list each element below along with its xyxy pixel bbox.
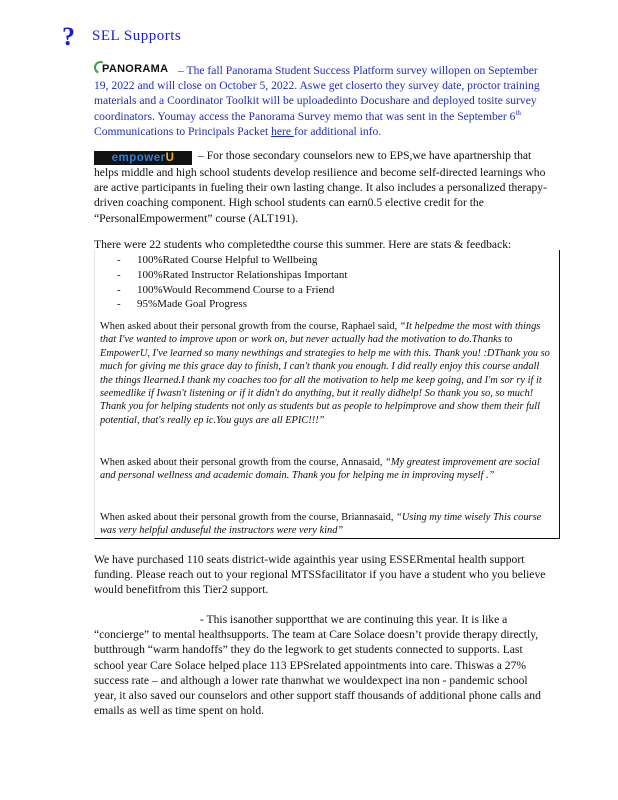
panorama-text-after: Communications to Principals Packet — [94, 124, 272, 138]
panorama-text: – The fall Panorama Student Success Platform survey willopen on September 19, 2022 and will close on October 5, 2022. Aswe get closerto they survey date, proctor training materials and a Coordinator Toolkit will be uploadedinto Docushare and deployed tosite survey coordinators. Youmay access the Panorama Survey memo that was sent in the September 6 — [94, 64, 540, 123]
quote-lead: When asked about their personal growth from the course, Briannasaid, — [100, 512, 397, 523]
stats-intro: There were 22 students who completedthe course this summer. Here are stats & feedback: — [94, 238, 512, 251]
quote-lead: When asked about their personal growth from the course, Raphael said, — [100, 321, 400, 332]
empoweru-text: – For those secondary counselors new to EPS,we have apartnership that helps middle and high school students develop resilience and become self-directed learnings who are active participants in fueling their own lasting change. It also includes a personalized therapy-driven coaching component. High school students can earn0.5 elective credit for the “PersonalEmpowerment” course (ALT191). — [94, 149, 547, 225]
care-solace-paragraph — [94, 612, 552, 718]
stats-list — [117, 253, 347, 312]
quote-text: “It helpedme the most with things that I've wanted to improve upon or work on, but never actually had the motivation to do.Thanks to EmpowerU, I've learned so many newthings and strategies to help me with this. Thank you! :DThank you so much for giving me this grace day to finish, I can't thank you enough. I did really enjoy this course andall the things Ilearned.I thank my coaches too for all the motivation to help me keep going, and I'm sor ry if it seemedlike if Iwasn't listening or if it didn't do anything, but it really didhelp! So thank you so, so much! Thank you for helping students not only as students but as people to helpimprove and show them their full potential, that's really ep ic.You guys are all EPIC!!!” — [100, 321, 550, 426]
quote-brianna — [100, 511, 554, 538]
quote-raphael — [100, 320, 554, 427]
empoweru-logo-main: empower — [111, 152, 166, 164]
list-item: - 100%Rated Course Helpful to Wellbeing — [117, 253, 347, 268]
quote-lead: When asked about their personal growth from the course, Annasaid, — [100, 457, 386, 468]
esser-paragraph: We have purchased 110 seats district-wide againthis year using ESSERmental health support funding. Please reach out to your regional MTSSfacilitator if you have a student who you believe would benefitfrom this Tier2 support. — [94, 553, 546, 597]
care-solace-text: - This isanother supportthat we are continuing this year. It is like a “concierge” to mental healthsupports. The team at Care Solace doesn’t provide therapy directly, butthrough “warm handoffs” they do the legwork to get students connected to supports. Last school year Care Solace helped place 113 EPSrelated appointments into care. Thiswas a 27% success rate – and although a lower rate thanwhat we wouldexpect ina non - pandemic school year, it also saved our counselors and other support staff thousands of additional phone calls and emails as well as time spent on hold. — [94, 613, 541, 718]
panorama-logo — [94, 62, 172, 75]
list-item: - 100%Rated Instructor Relationshipas Important — [117, 268, 347, 283]
empoweru-logo — [94, 151, 192, 165]
list-item: - 95%Made Goal Progress — [117, 297, 347, 312]
section-title: SEL Supports — [92, 28, 182, 44]
panorama-paragraph — [94, 62, 550, 139]
panorama-here-link[interactable]: here — [271, 124, 294, 138]
quote-anna — [100, 456, 554, 483]
panorama-text-end: for additional info. — [293, 124, 382, 138]
question-mark-icon: ? — [62, 22, 75, 51]
quote-text: “My greatest improvement are social and personal wellness and academic domain. Thank you for helping me in improving myself .” — [100, 457, 540, 482]
panorama-logo-text: PANORAMA — [102, 63, 169, 75]
panorama-sup: th — [515, 108, 521, 117]
list-item: - 100%Would Recommend Course to a Friend — [117, 283, 347, 298]
quote-text: “Using my time wisely This course was very helpful anduseful the instructors were very kind” — [100, 512, 542, 537]
empoweru-paragraph — [94, 148, 550, 226]
empoweru-logo-u: U — [165, 152, 175, 164]
